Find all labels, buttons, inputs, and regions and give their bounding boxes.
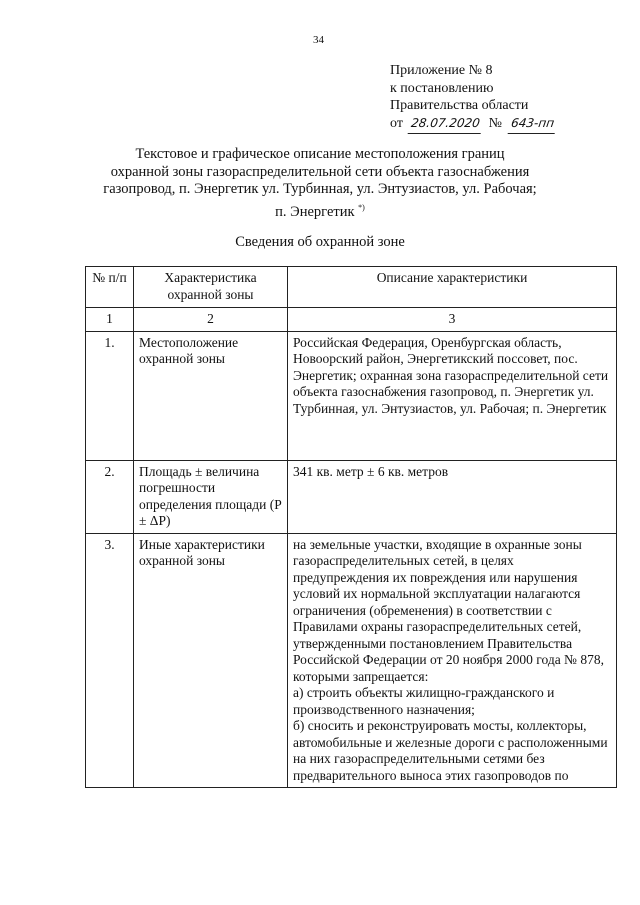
table-row bbox=[86, 533, 617, 788]
title-line-4-wrap bbox=[95, 199, 545, 221]
appendix-line-2: к постановлению bbox=[390, 80, 494, 96]
column-number: 3 bbox=[288, 308, 617, 332]
appendix-line-3: Правительства области bbox=[390, 98, 529, 113]
number-prefix: № bbox=[488, 115, 503, 131]
restriction-item-a: а) строить объекты жилищно-гражданского и производственного назначения; bbox=[293, 685, 555, 717]
date-prefix: от bbox=[390, 115, 403, 131]
appendix-block bbox=[390, 62, 558, 133]
title-line-4: п. Энергетик bbox=[275, 203, 355, 220]
title-line-2: охранной зоны газораспределительной сети объекта газоснабжения bbox=[110, 163, 530, 180]
column-number: 2 bbox=[134, 308, 288, 332]
row-number: 1. bbox=[86, 331, 134, 460]
header-description: Описание характеристики bbox=[288, 267, 617, 308]
protection-zone-table bbox=[85, 266, 617, 788]
handwritten-date: 28.07.2020 bbox=[408, 115, 483, 134]
table-row bbox=[86, 331, 617, 460]
row-characteristic: Иные характеристики охранной зоны bbox=[134, 533, 288, 788]
row-characteristic: Площадь ± величина погрешности определения площади (P ± ΔP) bbox=[134, 460, 288, 533]
appendix-line-1: Приложение № 8 bbox=[390, 63, 493, 78]
restriction-item-b: б) сносить и реконструировать мосты, коллекторы, автомобильные и железные дороги с расположенными на них газораспределительными сетями без предварительного выноса этих газопроводов по bbox=[293, 718, 608, 783]
column-number-row bbox=[86, 308, 617, 332]
column-number: 1 bbox=[86, 308, 134, 332]
header-num: № п/п bbox=[86, 267, 134, 308]
table-header-row bbox=[86, 267, 617, 308]
title-line-3: газопровод, п. Энергетик ул. Турбинная, ул. Энтузиастов, ул. Рабочая; bbox=[103, 181, 537, 197]
page-number: 34 bbox=[313, 34, 324, 46]
row-number: 2. bbox=[86, 460, 134, 533]
appendix-date-row bbox=[390, 115, 558, 134]
row-description-cell bbox=[288, 533, 617, 788]
section-subtitle: Сведения об охранной зоне bbox=[235, 234, 405, 250]
table-row bbox=[86, 460, 617, 533]
row-characteristic: Местоположение охранной зоны bbox=[134, 331, 288, 460]
footnote-mark: *) bbox=[358, 202, 365, 212]
row-number: 3. bbox=[86, 533, 134, 788]
document-title bbox=[95, 146, 545, 221]
title-line-1: Текстовое и графическое описание местоположения границ bbox=[135, 146, 505, 162]
header-characteristic: Характеристика охранной зоны bbox=[134, 267, 288, 308]
row-description: на земельные участки, входящие в охранные зоны газораспределительных сетей, в целях предупреждения их повреждения или нарушения условий их нормальной эксплуатации налагаются ограничения (обременения) в соответствии с Правилами охраны газораспределительных сетей, утвержденными постановлением Правительства Российской Федерации от 20 ноября 2000 года № 878, которыми запрещается: bbox=[293, 536, 604, 684]
row-description: Российская Федерация, Оренбургская область, Новоорский район, Энергетикский поссовет, пос. Энергетик; охранная зона газораспределительной сети объекта газоснабжения газопровод, п. Энергетик ул. Турбинная, ул. Энтузиастов, ул. Рабочая; п. Энергетик bbox=[288, 331, 617, 460]
row-description: 341 кв. метр ± 6 кв. метров bbox=[288, 460, 617, 533]
handwritten-number: 643-пп bbox=[507, 115, 557, 134]
